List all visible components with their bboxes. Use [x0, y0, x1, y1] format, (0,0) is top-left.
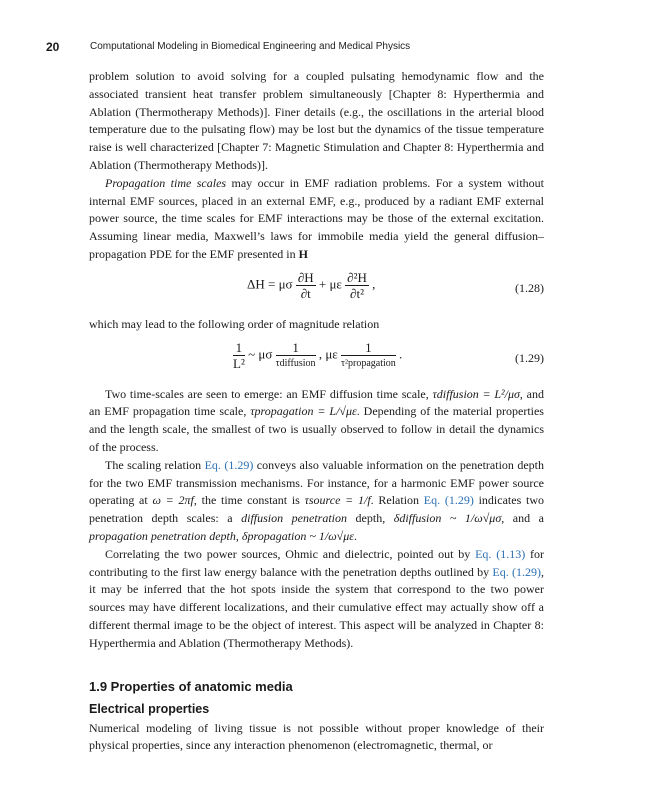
equation-link-1-13[interactable]: Eq. (1.13) [475, 546, 526, 561]
paragraph-6: Correlating the two power sources, Ohmic and dielectric, pointed out by Eq. (1.13) for contributing to the first law energy balance with the penetration depths outlined by Eq. (1.29), it may be inferred that the hot spots inside the system that correspond to the two power sources may have different localizations, and their cumulative effect may actually show off a different thermal image to be the object of interest. This aspect will be analyzed in Chapter 8: Hyperthermia and Ablation (Thermotherapy Methods). [89, 546, 544, 650]
paragraph-7: Numerical modeling of living tissue is not possible without proper knowledge of their physical properties, since any interaction phenomenon (electromagnetic, thermal, or [89, 720, 544, 753]
equation-label-1-28: (1.28) [515, 280, 544, 295]
running-title: Computational Modeling in Biomedical Engineering and Medical Physics [90, 41, 411, 52]
vector-H: H [298, 246, 308, 261]
paragraph-5: The scaling relation Eq. (1.29) conveys also valuable information on the penetration depth for the two EMF transmission mechanisms. For instance, for a harmonic EMF power source operating at ω = 2πf, the time constant is τsource = 1/f. Relation Eq. (1.29) indicates two penetration depth scales: a diffusion penetration depth, δdiffusion ~ 1/ω√μσ, and a propagation penetration depth, δpropagation ~ 1/ω√με. [89, 457, 544, 543]
paragraph-1: problem solution to avoid solving for a coupled pulsating hemodynamic flow and the associated transient heat transfer problem simultaneously [Chapter 8: Hyperthermia and Ablation (Thermotherapy Methods)]. Finer details (e.g., the oscillations in the arterial blood temperature due to the pulsating flow) may be lost but the dynamics of the tissue temperature raise is well characterized [Chapter 7: Magnetic Stimulation and Chapter 8: Hyperthermia and Ablation (Thermotherapy Methods)]. [89, 69, 544, 172]
paragraph-4: Two time-scales are seen to emerge: an EMF diffusion time scale, τdiffusion = L²/μσ, and an EMF propagation time scale, τpropagation = L/√με. Depending of the material properties and the length scale, the smallest of two is usually observed to follow in detail the dynamics of the process. [89, 386, 544, 454]
equation-link-1-29[interactable]: Eq. (1.29) [423, 493, 474, 508]
page-body [89, 68, 544, 755]
section-heading: 1.9 Properties of anatomic media [89, 678, 293, 694]
term-propagation-time-scales: Propagation time scales [105, 175, 227, 190]
subsection-heading: Electrical properties [89, 701, 210, 716]
equation-link-1-29[interactable]: Eq. (1.29) [204, 457, 254, 472]
paragraph-3: which may lead to the following order of magnitude relation [89, 316, 380, 331]
equation-1-28: ΔH = μσ $\frac{\partial H}{\partial t}$ + με $\frac{\text{∂²H}}{\text{∂t²}}$ , (1.28) [247, 269, 544, 301]
equation-label-1-29: (1.29) [515, 350, 544, 365]
equation-link-1-29[interactable]: Eq. (1.29) [492, 564, 541, 579]
page-header [0, 36, 648, 56]
page-number: 20 [46, 40, 60, 54]
paragraph-2: Propagation time scales may occur in EMF radiation problems. For a system without internal EMF sources, placed in an external EMF, e.g., produced by a radiant EMF external power source, the time scales for EMF interactions may be those of the external excitation. Assuming linear media, Maxwell’s laws for immobile media yield the general diffusion–propagation PDE for the EMF presented in H [89, 175, 544, 261]
equation-1-29: $\frac{1}{\text{L²}}$ ~ μσ $\frac{1}{\text{τdiffusion}}$ , με $\frac{1}{\text{τ²propagation}}$ . (1.29) [233, 339, 544, 371]
